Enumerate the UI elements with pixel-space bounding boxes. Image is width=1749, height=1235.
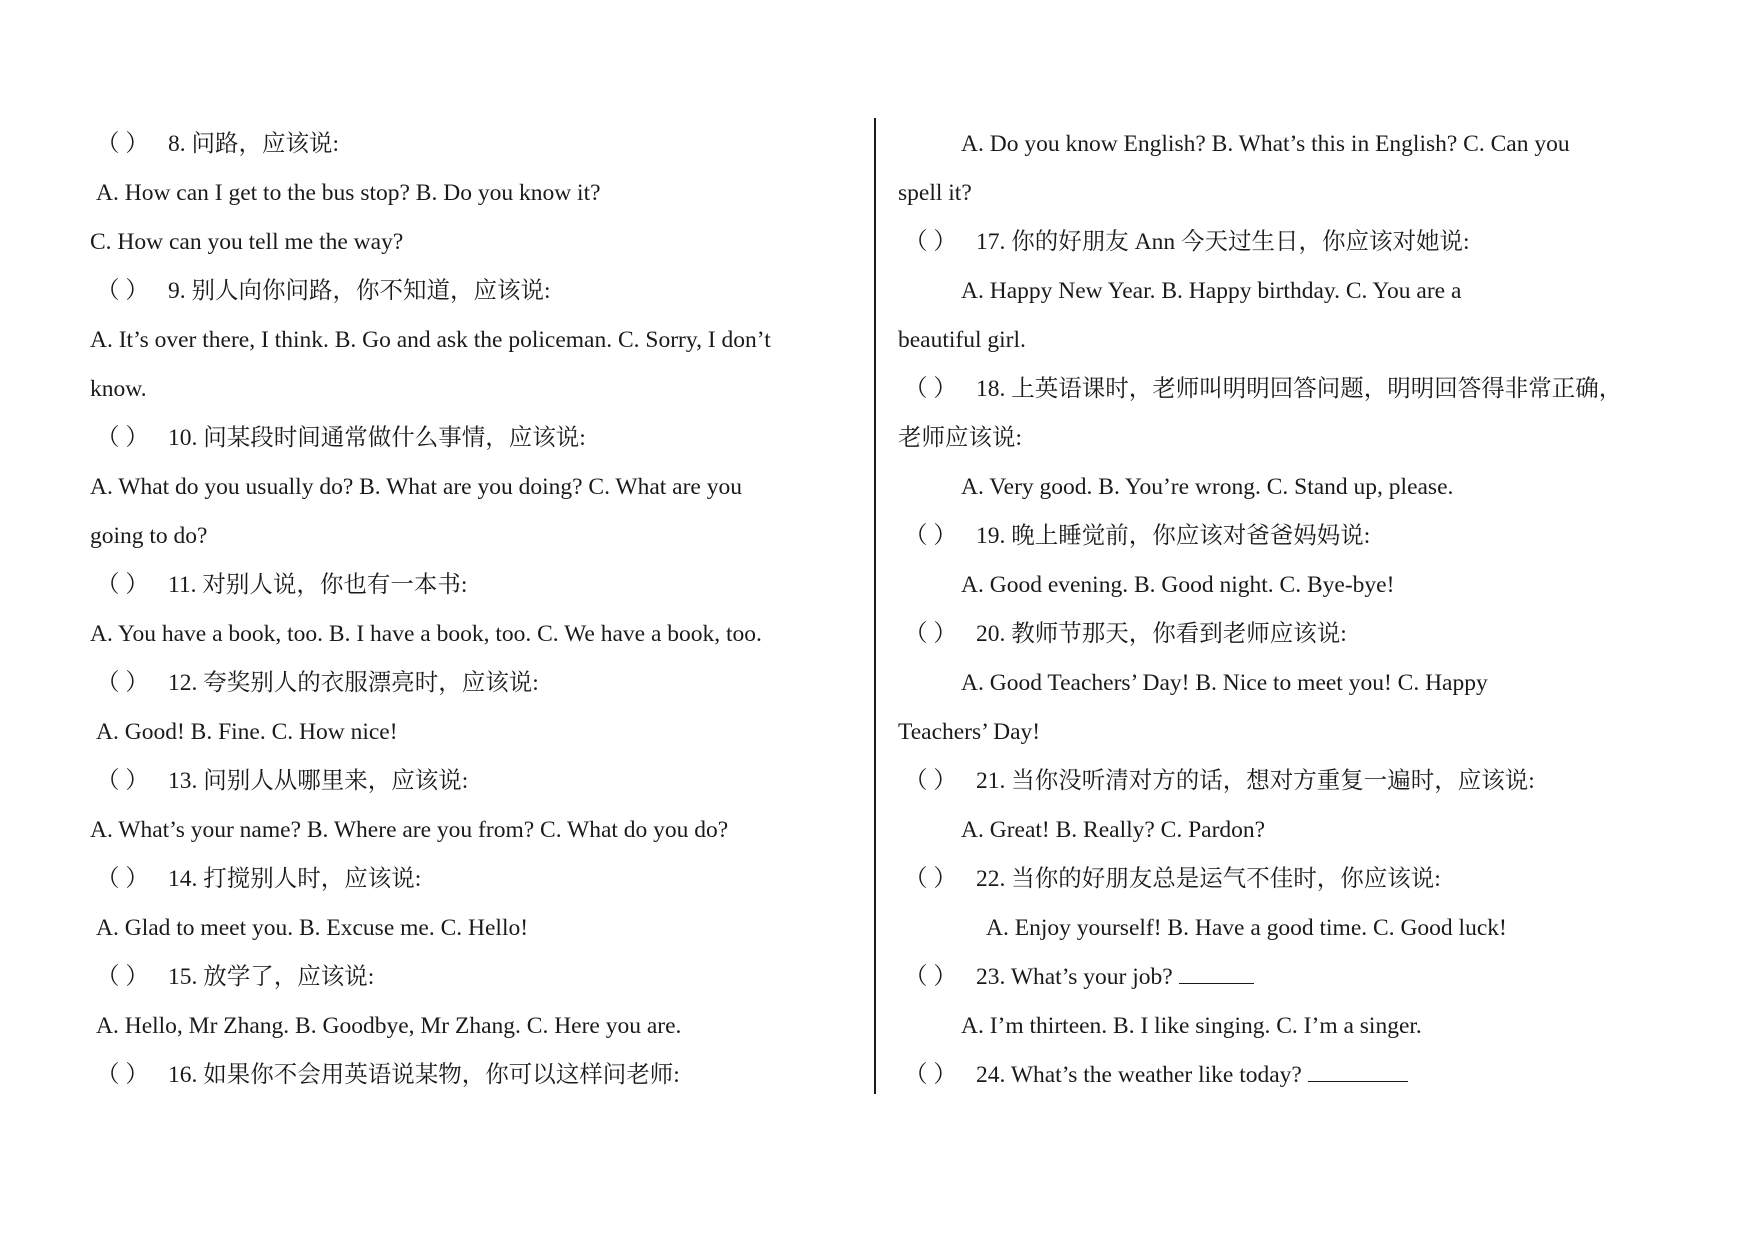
option-line: A. Glad to meet you. B. Excuse me. C. Hello! [96, 915, 529, 941]
question-text: 8. 问路，应该说: [168, 131, 340, 157]
option-line: A. You have a book, too. B. I have a book, too. C. We have a book, too. [90, 621, 762, 647]
question-text: 13. 问别人从哪里来，应该说: [168, 768, 469, 794]
question-line [898, 953, 1673, 1002]
option-line: A. How can I get to the bus stop? B. Do you know it? [96, 180, 601, 206]
answer-bracket[interactable]: （ ） [96, 768, 149, 794]
question-line [90, 953, 865, 1002]
question-text: 21. 当你没听清对方的话，想对方重复一遍时，应该说: [976, 768, 1535, 794]
question-line [90, 561, 865, 610]
question-text: 14. 打搅别人时，应该说: [168, 866, 422, 892]
question-text: 11. 对别人说，你也有一本书: [168, 572, 468, 598]
option-line: know. [90, 376, 147, 402]
option-line: A. Very good. B. You’re wrong. C. Stand up, please. [961, 474, 1454, 500]
option-line: spell it? [898, 180, 972, 206]
option-line: beautiful girl. [898, 327, 1026, 353]
question-line [898, 757, 1673, 806]
question-text: 12. 夸奖别人的衣服漂亮时，应该说: [168, 670, 539, 696]
option-line: A. Good evening. B. Good night. C. Bye-bye! [961, 572, 1395, 598]
fill-in-blank[interactable] [1308, 1051, 1408, 1082]
answer-bracket[interactable]: （ ） [96, 1062, 149, 1088]
answer-bracket[interactable]: （ ） [904, 523, 957, 549]
answer-bracket[interactable]: （ ） [904, 621, 957, 647]
question-line [898, 1051, 1673, 1100]
question-text: 22. 当你的好朋友总是运气不佳时，你应该说: [976, 866, 1441, 892]
answer-bracket[interactable]: （ ） [904, 866, 957, 892]
question-line [898, 610, 1673, 659]
question-line [90, 659, 865, 708]
option-line: A. Happy New Year. B. Happy birthday. C. You are a [961, 278, 1462, 304]
option-line: 老师应该说: [898, 425, 1023, 451]
question-text: 24. What’s the weather like today? [976, 1062, 1302, 1088]
option-line: A. Enjoy yourself! B. Have a good time. C. Good luck! [986, 915, 1507, 941]
answer-bracket[interactable]: （ ） [96, 670, 149, 696]
question-text: 15. 放学了，应该说: [168, 964, 375, 990]
answer-bracket[interactable]: （ ） [96, 866, 149, 892]
question-line [90, 1051, 865, 1100]
option-line: A. I’m thirteen. B. I like singing. C. I’m a singer. [961, 1013, 1422, 1039]
right-column [898, 120, 1673, 1100]
option-line: going to do? [90, 523, 208, 549]
option-line: A. Great! B. Really? C. Pardon? [961, 817, 1266, 843]
question-line [90, 757, 865, 806]
question-line [90, 120, 865, 169]
answer-bracket[interactable]: （ ） [96, 425, 149, 451]
option-line: Teachers’ Day! [898, 719, 1041, 745]
question-text: 19. 晚上睡觉前，你应该对爸爸妈妈说: [976, 523, 1371, 549]
question-line [90, 855, 865, 904]
question-line [898, 512, 1673, 561]
question-text: 10. 问某段时间通常做什么事情，应该说: [168, 425, 586, 451]
answer-bracket[interactable]: （ ） [904, 964, 957, 990]
answer-bracket[interactable]: （ ） [904, 229, 957, 255]
option-line: A. What’s your name? B. Where are you from? C. What do you do? [90, 817, 729, 843]
question-line [90, 267, 865, 316]
answer-bracket[interactable]: （ ） [96, 278, 149, 304]
left-column [90, 120, 865, 1100]
question-line [898, 218, 1673, 267]
answer-bracket[interactable]: （ ） [96, 572, 149, 598]
option-line: A. Good Teachers’ Day! B. Nice to meet you! C. Happy [961, 670, 1488, 696]
question-text: 23. What’s your job? [976, 964, 1173, 990]
question-text: 20. 教师节那天，你看到老师应该说: [976, 621, 1347, 647]
question-line [90, 414, 865, 463]
answer-bracket[interactable]: （ ） [96, 964, 149, 990]
option-line: C. How can you tell me the way? [90, 229, 404, 255]
answer-bracket[interactable]: （ ） [904, 1062, 957, 1088]
answer-bracket[interactable]: （ ） [96, 131, 149, 157]
answer-bracket[interactable]: （ ） [904, 768, 957, 794]
question-text: 9. 别人向你问路，你不知道，应该说: [168, 278, 551, 304]
option-line: A. What do you usually do? B. What are you doing? C. What are you [90, 474, 742, 500]
option-line: A. Do you know English? B. What’s this in English? C. Can you [961, 131, 1570, 157]
option-line: A. Good! B. Fine. C. How nice! [96, 719, 398, 745]
fill-in-blank[interactable] [1179, 953, 1254, 984]
question-text: 16. 如果你不会用英语说某物，你可以这样问老师: [168, 1062, 680, 1088]
question-text: 18. 上英语课时，老师叫明明回答问题，明明回答得非常正确， [976, 376, 1623, 402]
option-line: A. Hello, Mr Zhang. B. Goodbye, Mr Zhang. C. Here you are. [96, 1013, 682, 1039]
answer-bracket[interactable]: （ ） [904, 376, 957, 402]
question-text: 17. 你的好朋友 Ann 今天过生日，你应该对她说: [976, 229, 1470, 255]
option-line: A. It’s over there, I think. B. Go and ask the policeman. C. Sorry, I don’t [90, 327, 771, 353]
question-line [898, 855, 1673, 904]
question-line [898, 365, 1673, 414]
column-divider [874, 118, 876, 1094]
